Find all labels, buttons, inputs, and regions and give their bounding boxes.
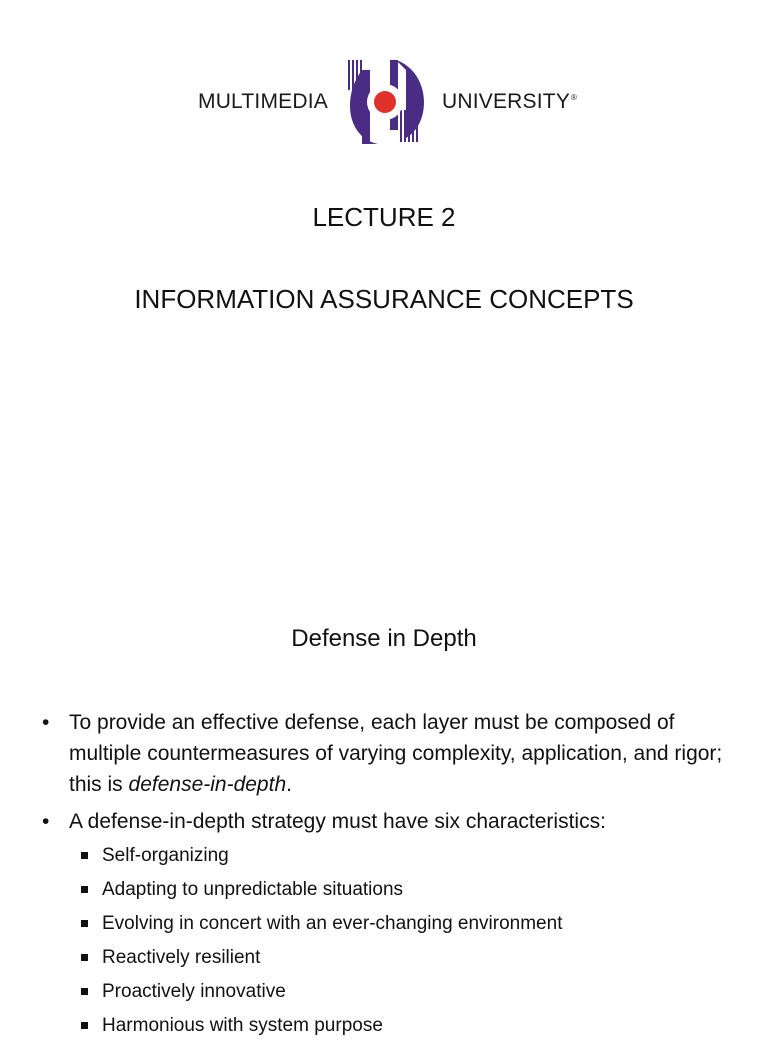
bullet-item <box>40 806 740 837</box>
university-header <box>0 60 768 144</box>
bullet-text: To provide an effective defense, each layer must be composed of multiple countermeasures of varying complexity, application, and rigor; this is <box>69 711 723 796</box>
square-bullet-icon <box>81 920 88 927</box>
lecture-number: LECTURE 2 <box>312 202 456 232</box>
registered-mark: ® <box>571 93 578 102</box>
university-logo <box>340 60 430 144</box>
square-bullet-icon <box>81 954 88 961</box>
bullet-text: A defense-in-depth strategy must have six characteristics: <box>69 810 606 833</box>
square-bullet-icon <box>81 852 88 859</box>
list-item: Harmonious with system purpose <box>81 1013 740 1039</box>
square-bullet-icon <box>81 988 88 995</box>
slide-title: Defense in Depth <box>291 625 477 652</box>
list-item: Self-organizing <box>81 843 740 869</box>
list-item: Reactively resilient <box>81 945 740 971</box>
bullet-emphasis: defense-in-depth <box>128 773 287 796</box>
bullet-dot-icon: • <box>42 711 50 734</box>
list-item: Evolving in concert with an ever-changing environment <box>81 911 740 937</box>
bullet-text-end: . <box>286 773 292 796</box>
brand-name-right: UNIVERSITY® <box>442 90 578 113</box>
list-item: Proactively innovative <box>81 979 740 1005</box>
characteristics-list <box>40 843 740 1039</box>
lecture-topic: INFORMATION ASSURANCE CONCEPTS <box>134 284 634 314</box>
brand-name-left: MULTIMEDIA <box>198 90 328 113</box>
bullet-list <box>40 707 740 1047</box>
square-bullet-icon <box>81 886 88 893</box>
square-bullet-icon <box>81 1022 88 1029</box>
bullet-dot-icon: • <box>42 810 50 833</box>
bullet-item <box>40 707 740 800</box>
list-item: Adapting to unpredictable situations <box>81 877 740 903</box>
